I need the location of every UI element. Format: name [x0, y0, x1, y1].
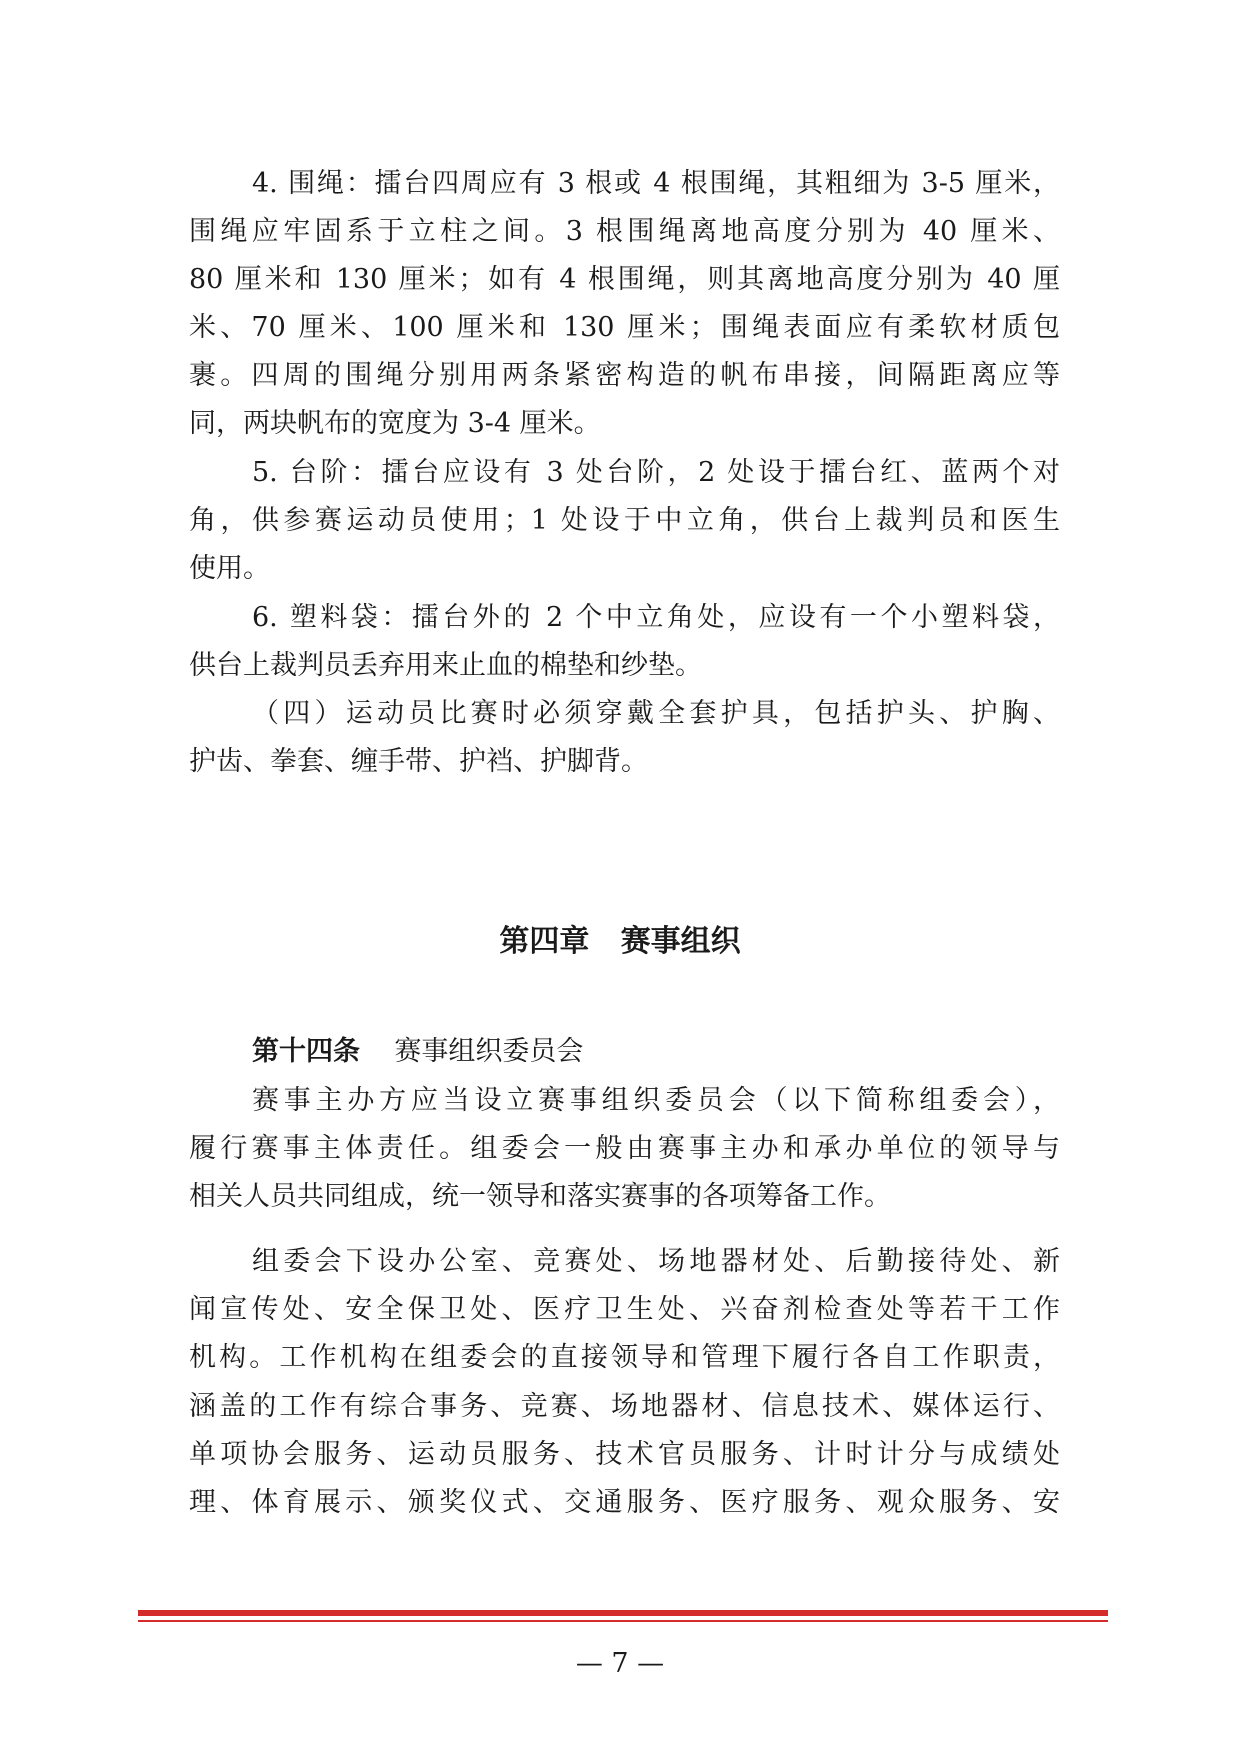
paragraph-line: 围绳应牢固系于立柱之间。3 根围绳离地高度分别为 40 厘米、 [189, 216, 1060, 247]
paragraph-line: 理、体育展示、颁奖仪式、交通服务、医疗服务、观众服务、安 [189, 1487, 1060, 1518]
paragraph-line: 相关人员共同组成，统一领导和落实赛事的各项筹备工作。 [189, 1181, 891, 1212]
paragraph-line: 涵盖的工作有综合事务、竞赛、场地器材、信息技术、媒体运行、 [189, 1391, 1060, 1422]
paragraph-line: 6. 塑料袋：擂台外的 2 个中立角处，应设有一个小塑料袋， [252, 602, 1060, 633]
paragraph-line: 赛事主办方应当设立赛事组织委员会（以下简称组委会）， [252, 1085, 1060, 1116]
chapter-title: 第四章 赛事组织 [499, 924, 741, 959]
page-number: — 7 — [575, 1648, 665, 1679]
paragraph-line: 使用。 [189, 553, 270, 584]
paragraph-line: 护齿、拳套、缠手带、护裆、护脚背。 [189, 746, 648, 777]
paragraph-line: 米、70 厘米、100 厘米和 130 厘米；围绳表面应有柔软材质包 [189, 312, 1060, 343]
paragraph-line: 机构。工作机构在组委会的直接领导和管理下履行各自工作职责， [189, 1342, 1060, 1373]
paragraph-line: 5. 台阶：擂台应设有 3 处台阶，2 处设于擂台红、蓝两个对 [252, 457, 1060, 488]
paragraph-line: 闻宣传处、安全保卫处、医疗卫生处、兴奋剂检查处等若干工作 [189, 1294, 1060, 1325]
paragraph-line: 供台上裁判员丢弃用来止血的棉垫和纱垫。 [189, 650, 702, 681]
footer-rule-thin [138, 1620, 1108, 1622]
paragraph-line: 组委会下设办公室、竞赛处、场地器材处、后勤接待处、新 [252, 1246, 1060, 1277]
paragraph-line: 履行赛事主体责任。组委会一般由赛事主办和承办单位的领导与 [189, 1133, 1060, 1164]
article-number: 第十四条 [252, 1036, 360, 1067]
paragraph-line: （四）运动员比赛时必须穿戴全套护具，包括护头、护胸、 [252, 698, 1060, 729]
paragraph-line: 80 厘米和 130 厘米；如有 4 根围绳，则其离地高度分别为 40 厘 [189, 264, 1060, 295]
paragraph-line: 同，两块帆布的宽度为 3-4 厘米。 [189, 408, 601, 439]
paragraph-line: 4. 围绳：擂台四周应有 3 根或 4 根围绳，其粗细为 3-5 厘米， [252, 168, 1060, 199]
footer-rule-thick [138, 1610, 1108, 1616]
paragraph-line: 裹。四周的围绳分别用两条紧密构造的帆布串接，间隔距离应等 [189, 360, 1060, 391]
article-heading [252, 1034, 583, 1070]
paragraph-line: 单项协会服务、运动员服务、技术官员服务、计时计分与成绩处 [189, 1439, 1060, 1470]
paragraph-line: 角，供参赛运动员使用；1 处设于中立角，供台上裁判员和医生 [189, 505, 1060, 536]
article-title: 赛事组织委员会 [394, 1036, 584, 1067]
